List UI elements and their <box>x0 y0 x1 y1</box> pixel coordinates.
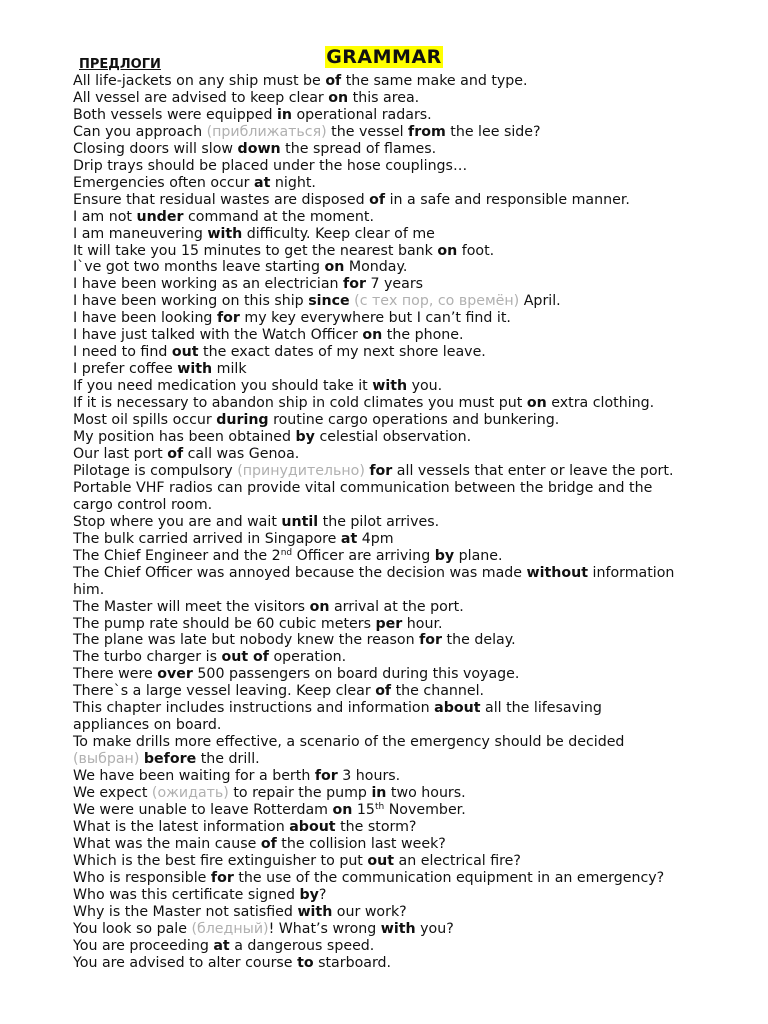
sentence-text: arrival at the port. <box>329 598 464 615</box>
sentence-text: You look so pale <box>73 920 192 937</box>
translation-gloss: (бледный) <box>191 920 269 937</box>
sentence-text: 7 years <box>365 276 424 293</box>
sentence-line <box>73 717 743 734</box>
sentence-line <box>73 175 743 192</box>
preposition: for <box>216 310 240 327</box>
sentence-text: foot. <box>457 242 495 259</box>
sentence-line <box>73 938 743 955</box>
sentence-line <box>73 124 743 141</box>
sentence-text: I have been working on this ship <box>73 293 309 310</box>
sentence-line <box>73 378 743 395</box>
sentence-line <box>73 259 743 276</box>
sentence-text: Can you approach <box>73 123 207 140</box>
sentence-text: two hours. <box>386 785 466 802</box>
sentence-line <box>73 531 743 548</box>
sentence-list <box>73 73 743 972</box>
preposition: in <box>371 785 387 802</box>
sentence-text: the drill. <box>196 751 260 768</box>
sentence-line <box>73 310 743 327</box>
sentence-line <box>73 293 743 310</box>
sentence-line <box>73 632 743 649</box>
preposition: for <box>210 869 234 886</box>
preposition: from <box>408 123 446 140</box>
preposition: under <box>136 208 184 225</box>
sentence-text: Pilotage is compulsory <box>73 462 238 479</box>
sentence-line <box>73 582 743 599</box>
preposition: of <box>369 191 386 208</box>
sentence-line <box>73 853 743 870</box>
sentence-text: If it is necessary to abandon ship in cold climates you must put <box>73 395 527 412</box>
sentence-text: all the lifesaving <box>480 700 602 717</box>
sentence-text: I have been working as an electrician <box>73 276 344 293</box>
sentence-line <box>73 666 743 683</box>
sentence-line <box>73 802 743 819</box>
sentence-line <box>73 73 743 90</box>
sentence-text: The pump rate should be 60 cubic meters <box>73 615 376 632</box>
preposition: until <box>281 513 319 530</box>
sentence-text: You are advised to alter course <box>73 954 298 971</box>
sentence-line <box>73 361 743 378</box>
sentence-text: Why is the Master not satisfied <box>73 903 298 920</box>
sentence-text: You are proceeding <box>73 937 214 954</box>
sentence-text: him. <box>73 581 105 598</box>
sentence-text: 15 <box>352 801 375 818</box>
sentence-text: Who is responsible <box>73 869 211 886</box>
preposition: since <box>308 293 350 310</box>
preposition: to <box>297 954 314 971</box>
preposition: during <box>216 412 269 429</box>
sentence-text: I have just talked with the Watch Officer <box>73 327 363 344</box>
preposition: of <box>260 835 277 852</box>
sentence-text: you? <box>415 920 454 937</box>
sentence-text: Ensure that residual wastes are disposed <box>73 191 370 208</box>
sentence-text: April. <box>519 293 561 310</box>
sentence-text: Most oil spills occur <box>73 412 217 429</box>
sentence-line <box>73 599 743 616</box>
sentence-text: I`ve got two months leave starting <box>73 259 325 276</box>
sentence-text: the same make and type. <box>341 73 528 89</box>
sentence-text: difficulty. Keep clear of me <box>242 225 435 242</box>
sentence-text: We expect <box>73 785 152 802</box>
sentence-text: hour. <box>402 615 443 632</box>
sentence-text: night. <box>270 174 316 191</box>
preposition: down <box>237 140 281 157</box>
sentence-text: our work? <box>332 903 407 920</box>
preposition: out <box>367 852 395 869</box>
preposition: on <box>437 242 458 259</box>
sentence-text: All life-jackets on any ship must be <box>73 73 326 89</box>
preposition: of <box>167 445 184 462</box>
preposition: at <box>213 937 230 954</box>
sentence-line <box>73 480 743 497</box>
sentence-line <box>73 463 743 480</box>
sentence-text: Officer are arriving <box>292 547 435 564</box>
preposition: on <box>328 89 349 106</box>
sentence-line <box>73 192 743 209</box>
translation-gloss: (ожидать) <box>151 785 229 802</box>
sentence-text: command at the moment. <box>183 208 374 225</box>
sentence-line <box>73 497 743 514</box>
sentence-text: the spread of flames. <box>280 140 437 157</box>
sentence-line <box>73 904 743 921</box>
sentence-line <box>73 226 743 243</box>
sentence-text: cargo control room. <box>73 496 213 513</box>
sentence-line <box>73 276 743 293</box>
sentence-text: Both vessels were equipped <box>73 106 277 123</box>
sentence-line <box>73 751 743 768</box>
sentence-text: ? <box>318 886 327 903</box>
sentence-line <box>73 785 743 802</box>
sentence-line <box>73 921 743 938</box>
title-highlight: GRAMMAR <box>326 46 442 68</box>
translation-gloss: (принудительно) <box>237 462 365 479</box>
preposition: on <box>526 395 547 412</box>
sentence-line <box>73 243 743 260</box>
sentence-line <box>73 887 743 904</box>
sentence-text: I need to find <box>73 344 172 361</box>
sentence-text: call was Genoa. <box>183 445 300 462</box>
sentence-text: all vessels that enter or leave the port. <box>392 462 674 479</box>
preposition: by <box>434 547 455 564</box>
sentence-text: What was the main cause <box>73 835 261 852</box>
sentence-text: All vessel are advised to keep clear <box>73 89 329 106</box>
sentence-text: the exact dates of my next shore leave. <box>198 344 486 361</box>
preposition: about <box>289 818 336 835</box>
sentence-line <box>73 683 743 700</box>
preposition: per <box>375 615 403 632</box>
sentence-line <box>73 429 743 446</box>
translation-gloss: (с тех пор, со времён) <box>354 293 520 310</box>
sentence-text: routine cargo operations and bunkering. <box>268 412 560 429</box>
sentence-text: Closing doors will slow <box>73 140 238 157</box>
sentence-text: Monday. <box>344 259 408 276</box>
sentence-text: Which is the best fire extinguisher to put <box>73 852 368 869</box>
sentence-text: If you need medication you should take it <box>73 378 373 395</box>
sentence-text: The Master will meet the visitors <box>73 598 310 615</box>
sentence-text: the use of the communication equipment in an emergency? <box>233 869 665 886</box>
sentence-line <box>73 158 743 175</box>
preposition: with <box>372 378 408 395</box>
preposition: at <box>340 530 358 547</box>
sentence-text: I am not <box>73 208 137 225</box>
sentence-text: celestial observation. <box>314 429 472 446</box>
sentence-text: The turbo charger is <box>73 649 222 666</box>
sentence-text: the collision last week? <box>276 835 446 852</box>
sentence-line <box>73 141 743 158</box>
preposition: on <box>309 598 330 615</box>
translation-gloss: (приближаться) <box>206 123 327 140</box>
translation-gloss: (выбран) <box>73 751 140 768</box>
sentence-text: The Chief Engineer and the 2 <box>73 547 281 564</box>
sentence-text: the vessel <box>326 123 409 140</box>
preposition: with <box>177 361 213 378</box>
sentence-text: an electrical fire? <box>394 852 521 869</box>
sentence-line <box>73 616 743 633</box>
sentence-text: We have been waiting for a berth <box>73 768 315 785</box>
sentence-text: 3 hours. <box>337 768 401 785</box>
sentence-text: There`s a large vessel leaving. Keep clear <box>73 683 376 700</box>
preposition: for <box>343 276 366 293</box>
sentence-text: This chapter includes instructions and information <box>73 700 435 717</box>
sentence-text: appliances on board. <box>73 717 222 734</box>
preposition: by <box>299 886 319 903</box>
preposition: out of <box>221 649 269 666</box>
sentence-line <box>73 344 743 361</box>
sentence-text: starboard. <box>313 954 392 971</box>
sentence-line <box>73 870 743 887</box>
sentence-text: a dangerous speed. <box>229 937 375 954</box>
sentence-text: milk <box>212 361 247 378</box>
preposition: for <box>419 632 443 649</box>
sentence-text: My position has been obtained <box>73 429 296 446</box>
preposition: of <box>375 683 392 700</box>
sentence-text: the channel. <box>391 683 485 700</box>
sentence-text: I prefer coffee <box>73 361 178 378</box>
sentence-line <box>73 819 743 836</box>
sentence-line <box>73 734 743 751</box>
sentence-line <box>73 90 743 107</box>
sentence-text: plane. <box>454 547 503 564</box>
sentence-text: What is the latest information <box>73 818 290 835</box>
sentence-line <box>73 209 743 226</box>
sentence-text: To make drills more effective, a scenario of the emergency should be decided <box>73 734 625 751</box>
sentence-text: Who was this certificate signed <box>73 886 300 903</box>
sentence-text: extra clothing. <box>546 395 655 412</box>
sentence-line <box>73 955 743 972</box>
sentence-line <box>73 836 743 853</box>
sentence-text: operation. <box>268 649 347 666</box>
preposition: before <box>143 751 197 768</box>
sentence-line <box>73 649 743 666</box>
sentence-line <box>73 514 743 531</box>
sentence-text: information <box>588 564 675 581</box>
sentence-text: operational radars. <box>291 106 432 123</box>
preposition: at <box>254 174 271 191</box>
sentence-text: The Chief Officer was annoyed because the decision was made <box>73 564 527 581</box>
sentence-text: this area. <box>348 89 420 106</box>
sentence-text: the pilot arrives. <box>318 513 440 530</box>
sentence-text: Portable VHF radios can provide vital communication between the bridge and the <box>73 479 653 496</box>
sentence-text: the lee side? <box>445 123 541 140</box>
sentence-text: The plane was late but nobody knew the reason <box>73 632 420 649</box>
sentence-line <box>73 548 743 565</box>
preposition: on <box>362 327 383 344</box>
sentence-text: the phone. <box>382 327 464 344</box>
sentence-text: We were unable to leave Rotterdam <box>73 801 333 818</box>
sentence-text: November. <box>384 801 466 818</box>
sentence-line <box>73 107 743 124</box>
sentence-line <box>73 768 743 785</box>
sentence-text: It will take you 15 minutes to get the nearest bank <box>73 242 438 259</box>
sentence-text: my key everywhere but I can’t find it. <box>239 310 511 327</box>
sentence-line <box>73 700 743 717</box>
sentence-text: the delay. <box>442 632 516 649</box>
preposition: with <box>207 225 243 242</box>
preposition: on <box>324 259 345 276</box>
sentence-line <box>73 446 743 463</box>
preposition: of <box>325 73 342 89</box>
preposition: for <box>369 462 393 479</box>
sentence-text: you. <box>407 378 443 395</box>
ordinal-suffix: th <box>374 801 385 812</box>
preposition: by <box>295 429 315 446</box>
sentence-text: Our last port <box>73 445 168 462</box>
sentence-text: Drip trays should be placed under the hose couplings… <box>73 157 468 174</box>
preposition: with <box>297 903 333 920</box>
sentence-text: the storm? <box>335 818 417 835</box>
sentence-line <box>73 412 743 429</box>
preposition: on <box>332 801 353 818</box>
sentence-text: There were <box>73 666 158 683</box>
section-subtitle: ПРЕДЛОГИ <box>79 57 161 72</box>
sentence-text: 500 passengers on board during this voyage. <box>192 666 520 683</box>
preposition: about <box>434 700 481 717</box>
sentence-text: The bulk carried arrived in Singapore <box>73 530 341 547</box>
sentence-text: I have been looking <box>73 310 217 327</box>
preposition: in <box>276 106 292 123</box>
sentence-line <box>73 327 743 344</box>
ordinal-suffix: nd <box>280 547 293 558</box>
preposition: over <box>157 666 193 683</box>
sentence-text: Emergencies often occur <box>73 174 255 191</box>
preposition: without <box>526 564 588 581</box>
preposition: for <box>314 768 338 785</box>
sentence-line <box>73 565 743 582</box>
sentence-text: Stop where you are and wait <box>73 513 282 530</box>
sentence-text: 4pm <box>357 530 394 547</box>
sentence-text: in a safe and responsible manner. <box>385 191 630 208</box>
sentence-text: ! What’s wrong <box>268 920 381 937</box>
preposition: out <box>171 344 199 361</box>
sentence-text: I am maneuvering <box>73 225 208 242</box>
preposition: with <box>380 920 416 937</box>
sentence-line <box>73 395 743 412</box>
sentence-text: to repair the pump <box>228 785 372 802</box>
